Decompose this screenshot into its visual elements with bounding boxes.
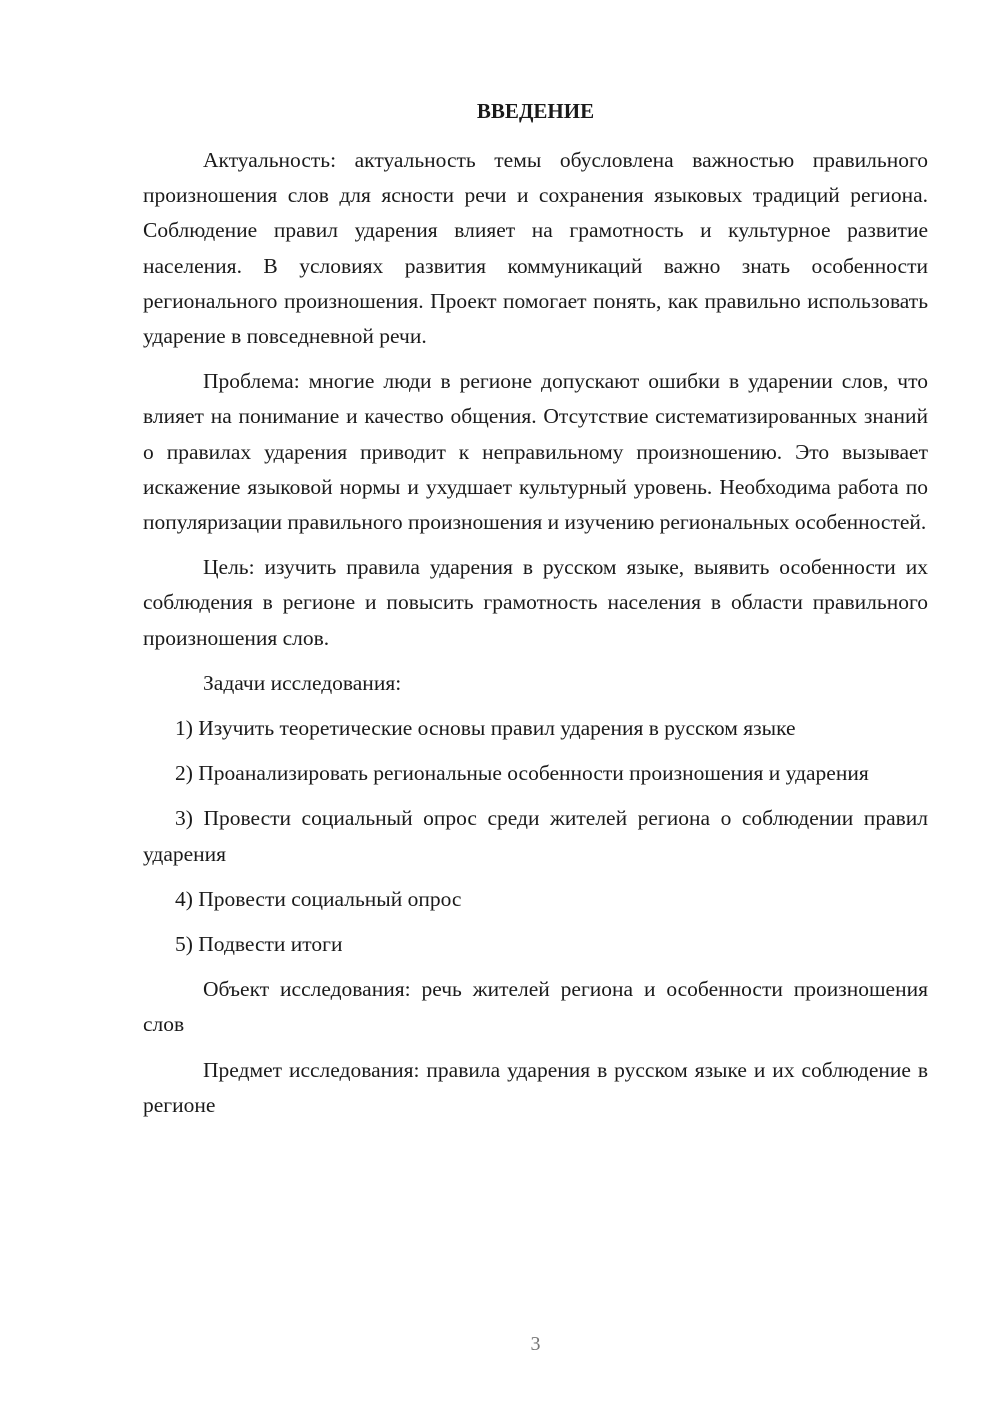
goal-paragraph: Цель: изучить правила ударения в русском языке, выявить особенности их соблюдения в регионе и повысить грамотность населения в области правильного произношения слов. (143, 555, 928, 650)
relevance-paragraph: Актуальность: актуальность темы обусловлена важностью правильного произношения слов для ясности речи и сохранения языковых традиций региона. Соблюдение правил ударения влияет на грамотность и культурное развитие населения. В условиях развития коммуникаций важно знать особенности регионального произношения. Проект помогает понять, как правильно использовать ударение в повседневной речи. (143, 148, 928, 349)
page-body (143, 143, 928, 1133)
task-item-3: 3) Провести социальный опрос среди жителей региона о соблюдении правил ударения (143, 806, 928, 866)
task-item-4: 4) Провести социальный опрос (175, 886, 462, 911)
task-item-5: 5) Подвести итоги (175, 932, 343, 957)
document-page (143, 0, 928, 1414)
problem-paragraph: Проблема: многие люди в регионе допускают ошибки в ударении слов, что влияет на понимание и качество общения. Отсутствие систематизированных знаний о правилах ударения приводит к неправильному произношению. Это вызывает искажение языковой нормы и ухудшает культурный уровень. Необходима работа по популяризации правильного произношения и изучению региональных особенностей. (143, 369, 928, 535)
section-title: ВВЕДЕНИЕ (476, 99, 595, 123)
task-item-1: 1) Изучить теоретические основы правил ударения в русском языке (175, 716, 796, 741)
page-number: 3 (530, 1333, 541, 1355)
research-subject-paragraph: Предмет исследования: правила ударения в русском языке и их соблюдение в регионе (143, 1057, 928, 1117)
research-object-paragraph: Объект исследования: речь жителей региона и особенности произношения слов (143, 977, 928, 1037)
tasks-heading: Задачи исследования: (203, 670, 402, 695)
task-item-2: 2) Проанализировать региональные особенности произношения и ударения (175, 761, 869, 786)
